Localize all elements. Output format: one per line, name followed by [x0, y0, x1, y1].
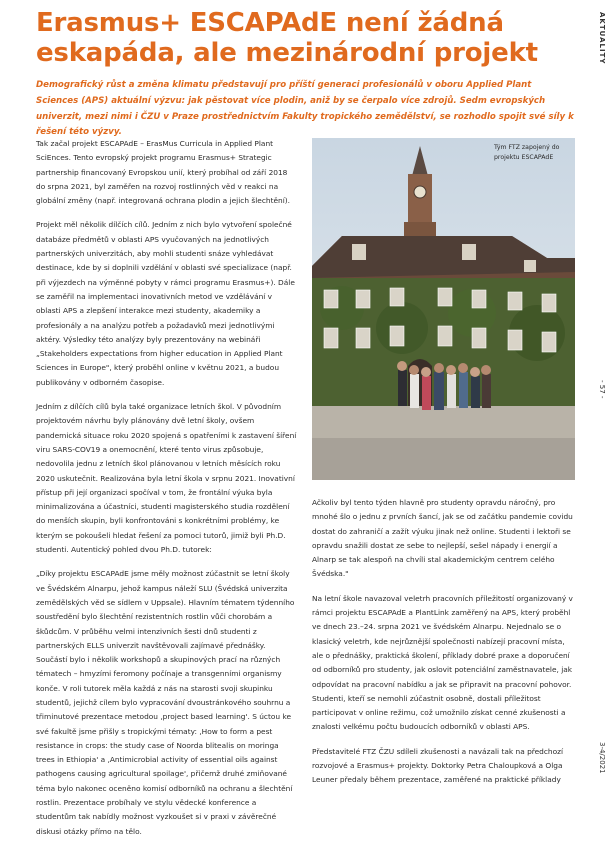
- photo-caption: Tým FTZ zapojený do projektu ESCAPAdE: [494, 144, 560, 161]
- paragraph: Jedním z dílčích cílů byla také organizace letních škol. V původním projektovém návrhu byly plánovány dvě letní školy, ovšem pandemická situace roku 2020 spojená s opatřeními k zastavení šíření viru SARS-COV19 a onemocnění, které tento virus způsobuje, nedovolila jednu z letních škol plánovanou v letních měsících roku 2020 uskutečnit. Realizována byla letní škola v srpnu 2021. Inovativní přístup při její organizaci spočíval v tom, že frontální výuka byla minimalizována a účastníci, studenti magisterského studia rozdělení do menších skupin, byli konfrontováni s konkrétními problémy, ke kterým se pokoušeli hledat řešení za pomoci tutorů, jimiž byli Ph.D. studenti. Autentický pohled dvou Ph.D. tutorek:: [36, 402, 297, 555]
- paragraph: Projekt měl několik dílčích cílů. Jedním z nich bylo vytvoření společné databáze předmětů v oblasti APS vyučovaných na jednotlivých partnerských univerzitách, aby mohli studenti snáze vyhledávat destinace, kde by si doplnili vzdělání v oblasti své specializace (např. při výjezdech na výměnné pobyty v rámci programu Erasmus+). Dále se zaměřil na implementaci inovativních metod ve vzdělávání v oblasti APS a zlepšení interakce mezi studenty, akademiky a profesionály a na analýzu potřeb a požadavků mezi jednotlivými aktéry. Výsledky této analýzy byly prezentovány na webináři „Stakeholders expectations from higher education in Applied Plant Sciences in Europe", který proběhl online v květnu 2021, a budou publikovány v odborném časopise.: [36, 220, 295, 387]
- left-column: [36, 137, 298, 849]
- right-column: [312, 496, 574, 798]
- paragraph: Ačkoliv byl tento týden hlavně pro studenty opravdu náročný, pro mnohé šlo o jednu z prvních šancí, jak se od začátku pandemie covidu dostat do zahraničí a zažít výuku jinak než online. Studenti i lektoři se opravdu snažili dostat ze sebe to nejlepší, sešel nápady i energií a Alnarp se tak alespoň na chvíli stal akademickým centrem celého Švédska.": [312, 498, 573, 579]
- team-photo: [312, 138, 575, 480]
- paragraph: Tak začal projekt ESCAPAdE – ErasMus Curricula in Applied Plant SciEnces. Tento evropský projekt programu Erasmus+ Strategic partnership financovaný Evropskou unií, který probíhal od září 2018 do srpna 2021, byl zaměřen na rozvoj rostlinných věd v reakci na globální změny (např. integrovaná ochrana plodin a jejich šlechtění).: [36, 139, 290, 206]
- article-lead: Demografický růst a změna klimatu představují pro příští generaci profesionálů v oboru Applied Plant Sciences (APS) aktuální výzvu: jak pěstovat více plodin, aniž by se čerpalo více zdrojů. Sedm evropských univerzit, mezi nimi i ČZU v Praze prostřednictvím Fakulty tropického zemědělství, se rozhodlo spojit své síly k řešení této výzvy.: [36, 80, 574, 138]
- article-title: Erasmus+ ESCAPAdE není žádná eskapáda, ale mezinárodní projekt: [36, 8, 538, 68]
- quote-paragraph: „Díky projektu ESCAPAdE jsme měly možnost zúčastnit se letní školy ve Švédském Alnarpu, jehož kampus náleží SLU (Švédská univerzita zemědělských věd se sídlem v Uppsale). Hlavním tématem týdenního soustředění bylo šlechtění rezistentních rostlin vůči chorobám a škůdcům. V průběhu velmi intenzivních šesti dnů studenti z partnerských ELLS univerzit navštěvovali zajímavé přednášky. Součástí bylo i několik workshopů a skupinových prací na různých tématech – hmyzími feromony počínaje a transgenními organismy konče. V roli tutorek měla každá z nás na starosti svoji skupinku studentů, jejichž cílem bylo vypracování dvoustránkového souhrnu a třiminutové prezentace metodou ‚project based learning'. S úctou ke své fakultě jsme přišly s tropickými tématy: ‚How to form a pest resistance in crops: the study case of Noorda blitealis on moringa trees in Ethiopia' a ‚Antimicrobial activity of essential oils against pathogens causing agricultural spoilage', přičemž druhé zmiňované téma bylo nakonec oceněno komisí odborníků na ochranu a šlechtění rostlin. Prezentace probíhaly ve stylu vědecké konference a studentům tak nabídly možnost vyzkoušet si v praxi v závěrečné diskusi otázky přímo na tělo.: [36, 569, 295, 836]
- paragraph: Představitelé FTZ ČZU sdíleli zkušenosti a navázali tak na předchozí rozvojové a Erasmus+ projekty. Doktorky Petra Chaloupková a Olga Leuner předaly během prezentace, zaměřené na praktické příklady: [312, 746, 564, 785]
- paragraph: Na letní škole navazoval veletrh pracovních příležitostí organizovaný v rámci projektu ESCAPAdE a PlantLink zaměřený na APS, který proběhl ve dnech 23.–24. srpna 2021 ve švédském Alnarpu. Nejednalo se o klasický veletrh, kde nejrůznější společnosti nabízejí pracovní místa, ale o přednášky, praktická školení, příklady dobré praxe a doporučení od odborníků pro studenty, jak oslovit potenciální zaměstnavatele, jak odpovídat na pracovní nabídku a jak se připravit na pracovní pohovor. Studenti, kteří se nemohli zúčastnit osobně, dostali příležitost participovat v online režimu, což umožnilo získat cenné zkušenosti a znalosti velkému počtu budoucích odborníků v oblasti APS.: [312, 593, 573, 732]
